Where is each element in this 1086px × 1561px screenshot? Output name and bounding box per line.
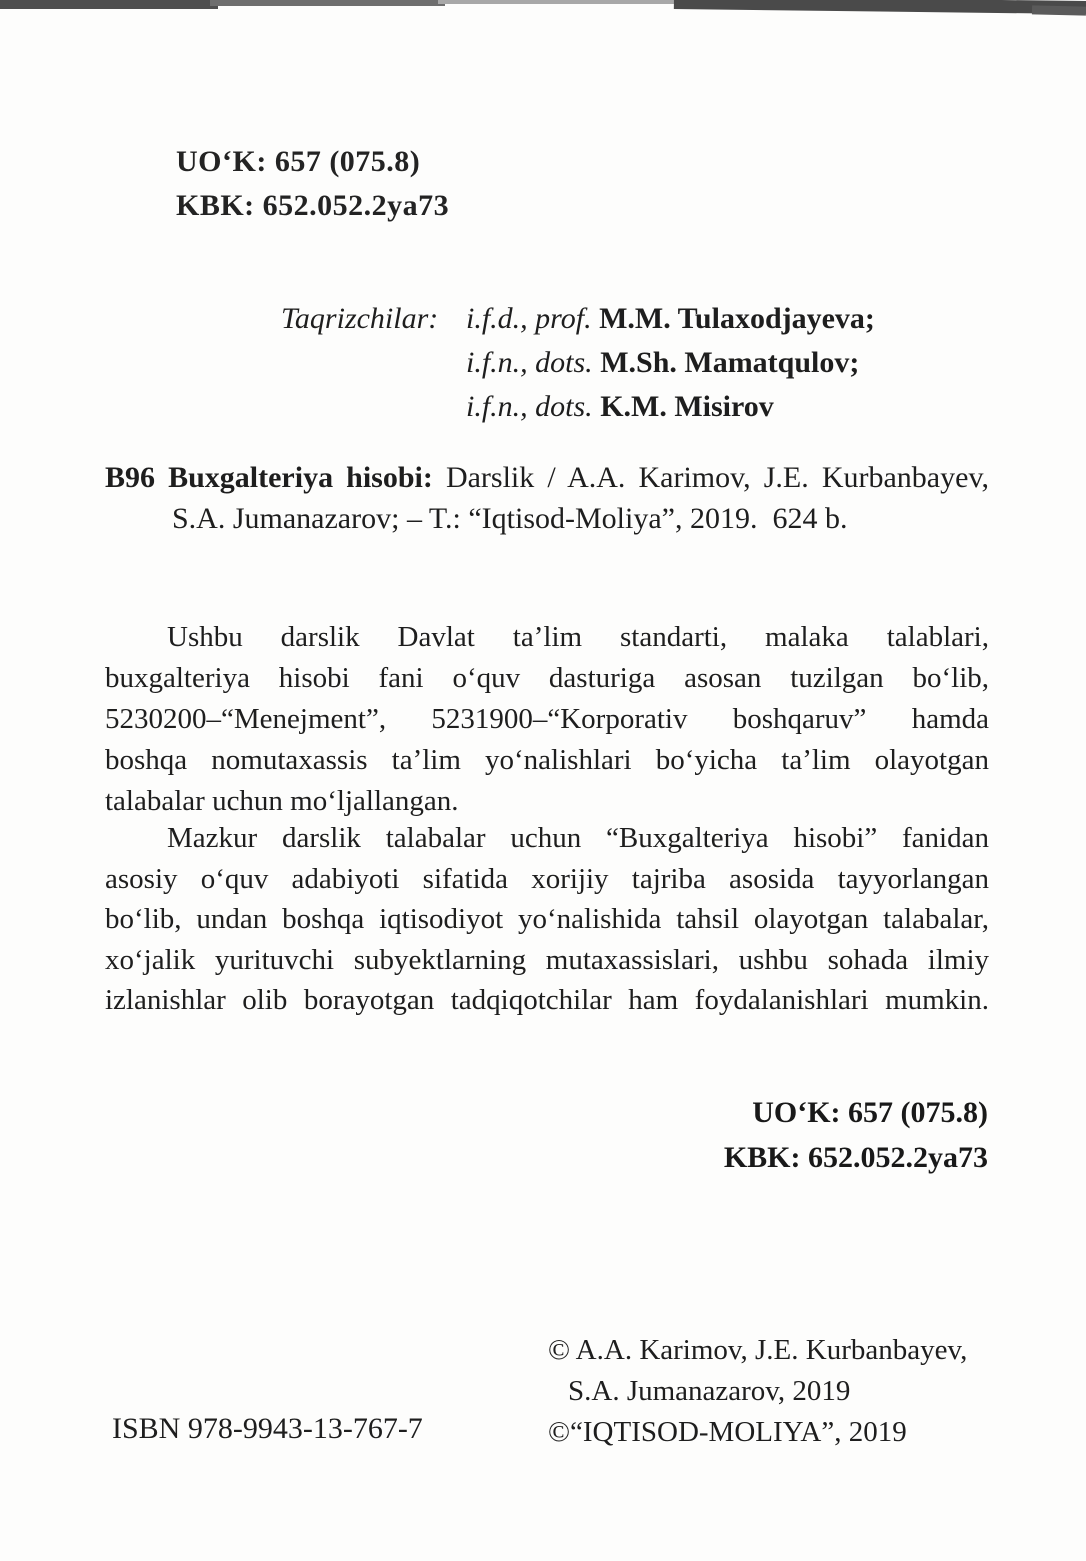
- udk-code-bottom: UO‘K: 657 (075.8): [752, 1096, 988, 1129]
- scan-artifact-top-right: [674, 0, 1086, 14]
- catalog-entry: [105, 457, 989, 539]
- catalog-entry-line1: [105, 457, 989, 498]
- reviewer-name: M.Sh. Mamatqulov;: [600, 346, 860, 379]
- paragraph-2-line: bo‘lib, undan boshqa iqtisodiyot yo‘nalishida tahsil olayotgan talabalar,: [105, 903, 989, 935]
- paragraph-2-line: xo‘jalik yurituvchi subyektlarning mutaxassislari, ushbu sohada ilmiy: [105, 943, 989, 976]
- udk-kbk-codes-top: [176, 140, 449, 228]
- reviewer-degree: i.f.n., dots.: [466, 346, 593, 379]
- paragraph-1-line: talabalar uchun mo‘ljallangan.: [105, 785, 459, 817]
- catalog-entry-line2: S.A. Jumanazarov; – T.: “Iqtisod-Moliya”, 2019. 624 b.: [172, 502, 848, 535]
- paragraph-2: [105, 818, 989, 1021]
- scan-artifact-top-corner: [1032, 5, 1086, 15]
- paragraph-1-line: boshqa nomutaxassis ta’lim yo‘nalishlari bo‘yicha ta’lim olayotgan: [105, 744, 989, 776]
- reviewer-entry: [466, 385, 875, 429]
- kbk-code-bottom: KBK: 652.052.2ya73: [723, 1141, 988, 1174]
- udk-kbk-codes-bottom: [724, 1090, 988, 1180]
- paragraph-2-line: asosiy o‘quv adabiyoti sifatida xorijiy tajriba asosida tayyorlangan: [105, 862, 989, 895]
- catalog-authors: Darslik / A.A. Karimov, J.E. Kurbanbayev,: [445, 461, 989, 494]
- paragraph-2-line: Mazkur darslik talabalar uchun “Buxgalteriya hisobi” fanidan: [167, 822, 989, 854]
- paragraph-2-line: izlanishlar olib borayotgan tadqiqotchilar ham foydalanishlari mumkin.: [105, 984, 989, 1016]
- scan-artifact-top-middle: [210, 0, 445, 6]
- reviewer-name: K.M. Misirov: [600, 390, 774, 423]
- paragraph-1-line: Ushbu darslik Davlat ta’lim standarti, malaka talablari,: [167, 621, 989, 653]
- scan-artifact-top-left: [0, 0, 218, 9]
- reviewer-degree: i.f.d., prof.: [466, 302, 592, 335]
- isbn-number: ISBN 978-9943-13-767-7: [112, 1412, 423, 1445]
- reviewer-name: M.M. Tulaxodjayeva;: [599, 302, 875, 335]
- reviewer-entry: [466, 297, 875, 341]
- catalog-code: B96: [105, 461, 156, 494]
- copyright-authors-line1: © A.A. Karimov, J.E. Kurbanbayev,: [548, 1334, 968, 1366]
- scan-artifact-top-center: [438, 0, 708, 4]
- copyright-publisher: ©“IQTISOD-MOLIYA”, 2019: [548, 1416, 907, 1448]
- kbk-code-top: KBK: 652.052.2ya73: [176, 189, 450, 222]
- paragraph-1-line: buxgalteriya hisobi fani o‘quv dasturiga asosan tuzilgan bo‘lib,: [105, 662, 989, 694]
- copyright-block: [548, 1330, 967, 1453]
- copyright-authors-line2: S.A. Jumanazarov, 2019: [568, 1375, 851, 1407]
- reviewers-label: Taqrizchilar:: [281, 302, 439, 335]
- reviewers-list: [466, 297, 875, 429]
- reviewer-degree: i.f.n., dots.: [466, 390, 593, 423]
- paragraph-1: [105, 617, 989, 822]
- paragraph-1-line: 5230200–“Menejment”, 5231900–“Korporativ boshqaruv” hamda: [105, 703, 989, 735]
- catalog-title: Buxgalteriya hisobi:: [168, 461, 433, 494]
- udk-code-top: UO‘K: 657 (075.8): [176, 145, 421, 178]
- reviewer-entry: [466, 341, 875, 385]
